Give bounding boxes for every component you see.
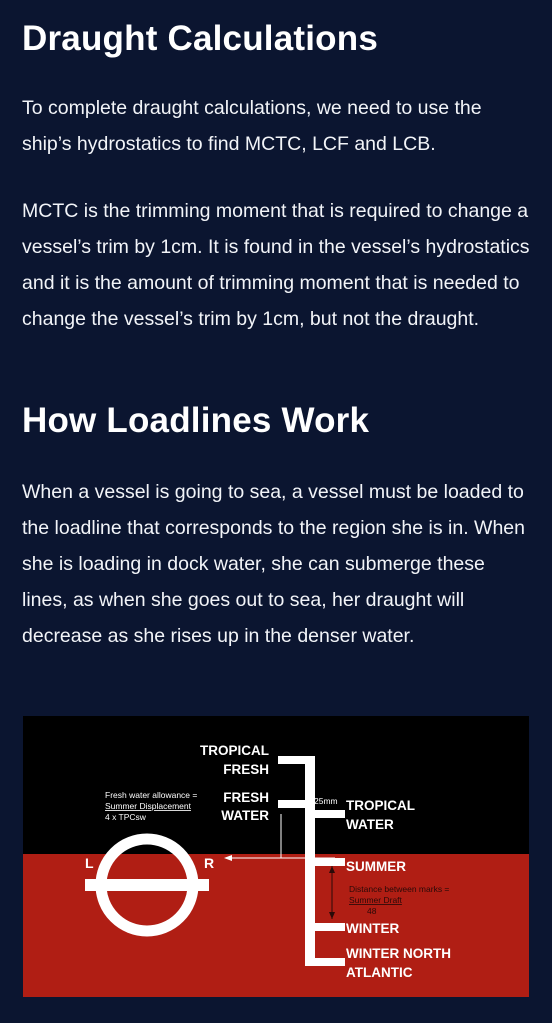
paragraph-hydrostatics: To complete draught calculations, we need to use the ship’s hydrostatics to find MCTC, LCF and LCB. bbox=[22, 97, 482, 155]
label-fresh-water: WATER bbox=[221, 808, 269, 823]
label-winter-north-atlantic-1: WINTER NORTH bbox=[346, 946, 451, 961]
fwa-formula-line3: 4 x TPCsw bbox=[105, 812, 146, 822]
label-tropical: TROPICAL bbox=[200, 743, 269, 758]
label-tropical-water-2: WATER bbox=[346, 817, 394, 832]
label-tropical-water-1: TROPICAL bbox=[346, 798, 415, 813]
label-winter: WINTER bbox=[346, 921, 400, 936]
loadline-marks-svg bbox=[23, 716, 529, 997]
fwa-formula-line1: Fresh water allowance = bbox=[105, 790, 198, 800]
label-winter-north-atlantic-2: ATLANTIC bbox=[346, 965, 413, 980]
loadline-diagram bbox=[23, 716, 529, 997]
label-tropical-fresh: FRESH bbox=[223, 762, 269, 777]
paragraph-mctc: MCTC is the trimming moment that is required to change a vessel’s trim by 1cm. It is found in the vessel’s hydrostatics and it is the amount of trimming moment that is needed to change the vessel’s trim by 1cm, but not the draught. bbox=[22, 200, 530, 330]
fwa-formula-line2: Summer Displacement bbox=[105, 801, 191, 811]
letter-r: R bbox=[204, 855, 215, 871]
distance-formula-line1: Distance between marks = bbox=[349, 884, 450, 894]
distance-formula-line2: Summer Draft bbox=[349, 895, 402, 905]
label-summer: SUMMER bbox=[346, 859, 406, 874]
letter-l: L bbox=[85, 855, 94, 871]
load-line-marks bbox=[278, 756, 345, 966]
heading-how-loadlines-work: How Loadlines Work bbox=[22, 401, 370, 440]
label-fresh: FRESH bbox=[223, 790, 269, 805]
distance-formula-line3: 48 bbox=[367, 906, 377, 916]
plimsoll-disc bbox=[85, 839, 209, 931]
paragraph-loadlines: When a vessel is going to sea, a vessel must be loaded to the loadline that corresponds to the region she is in. When she is loading in dock water, she can submerge these lines, as when she goes out to sea, her draught will decrease as she rises up in the denser water. bbox=[22, 481, 525, 647]
heading-draught-calculations: Draught Calculations bbox=[22, 19, 378, 58]
mark-spacing-label: 25mm bbox=[314, 796, 338, 806]
